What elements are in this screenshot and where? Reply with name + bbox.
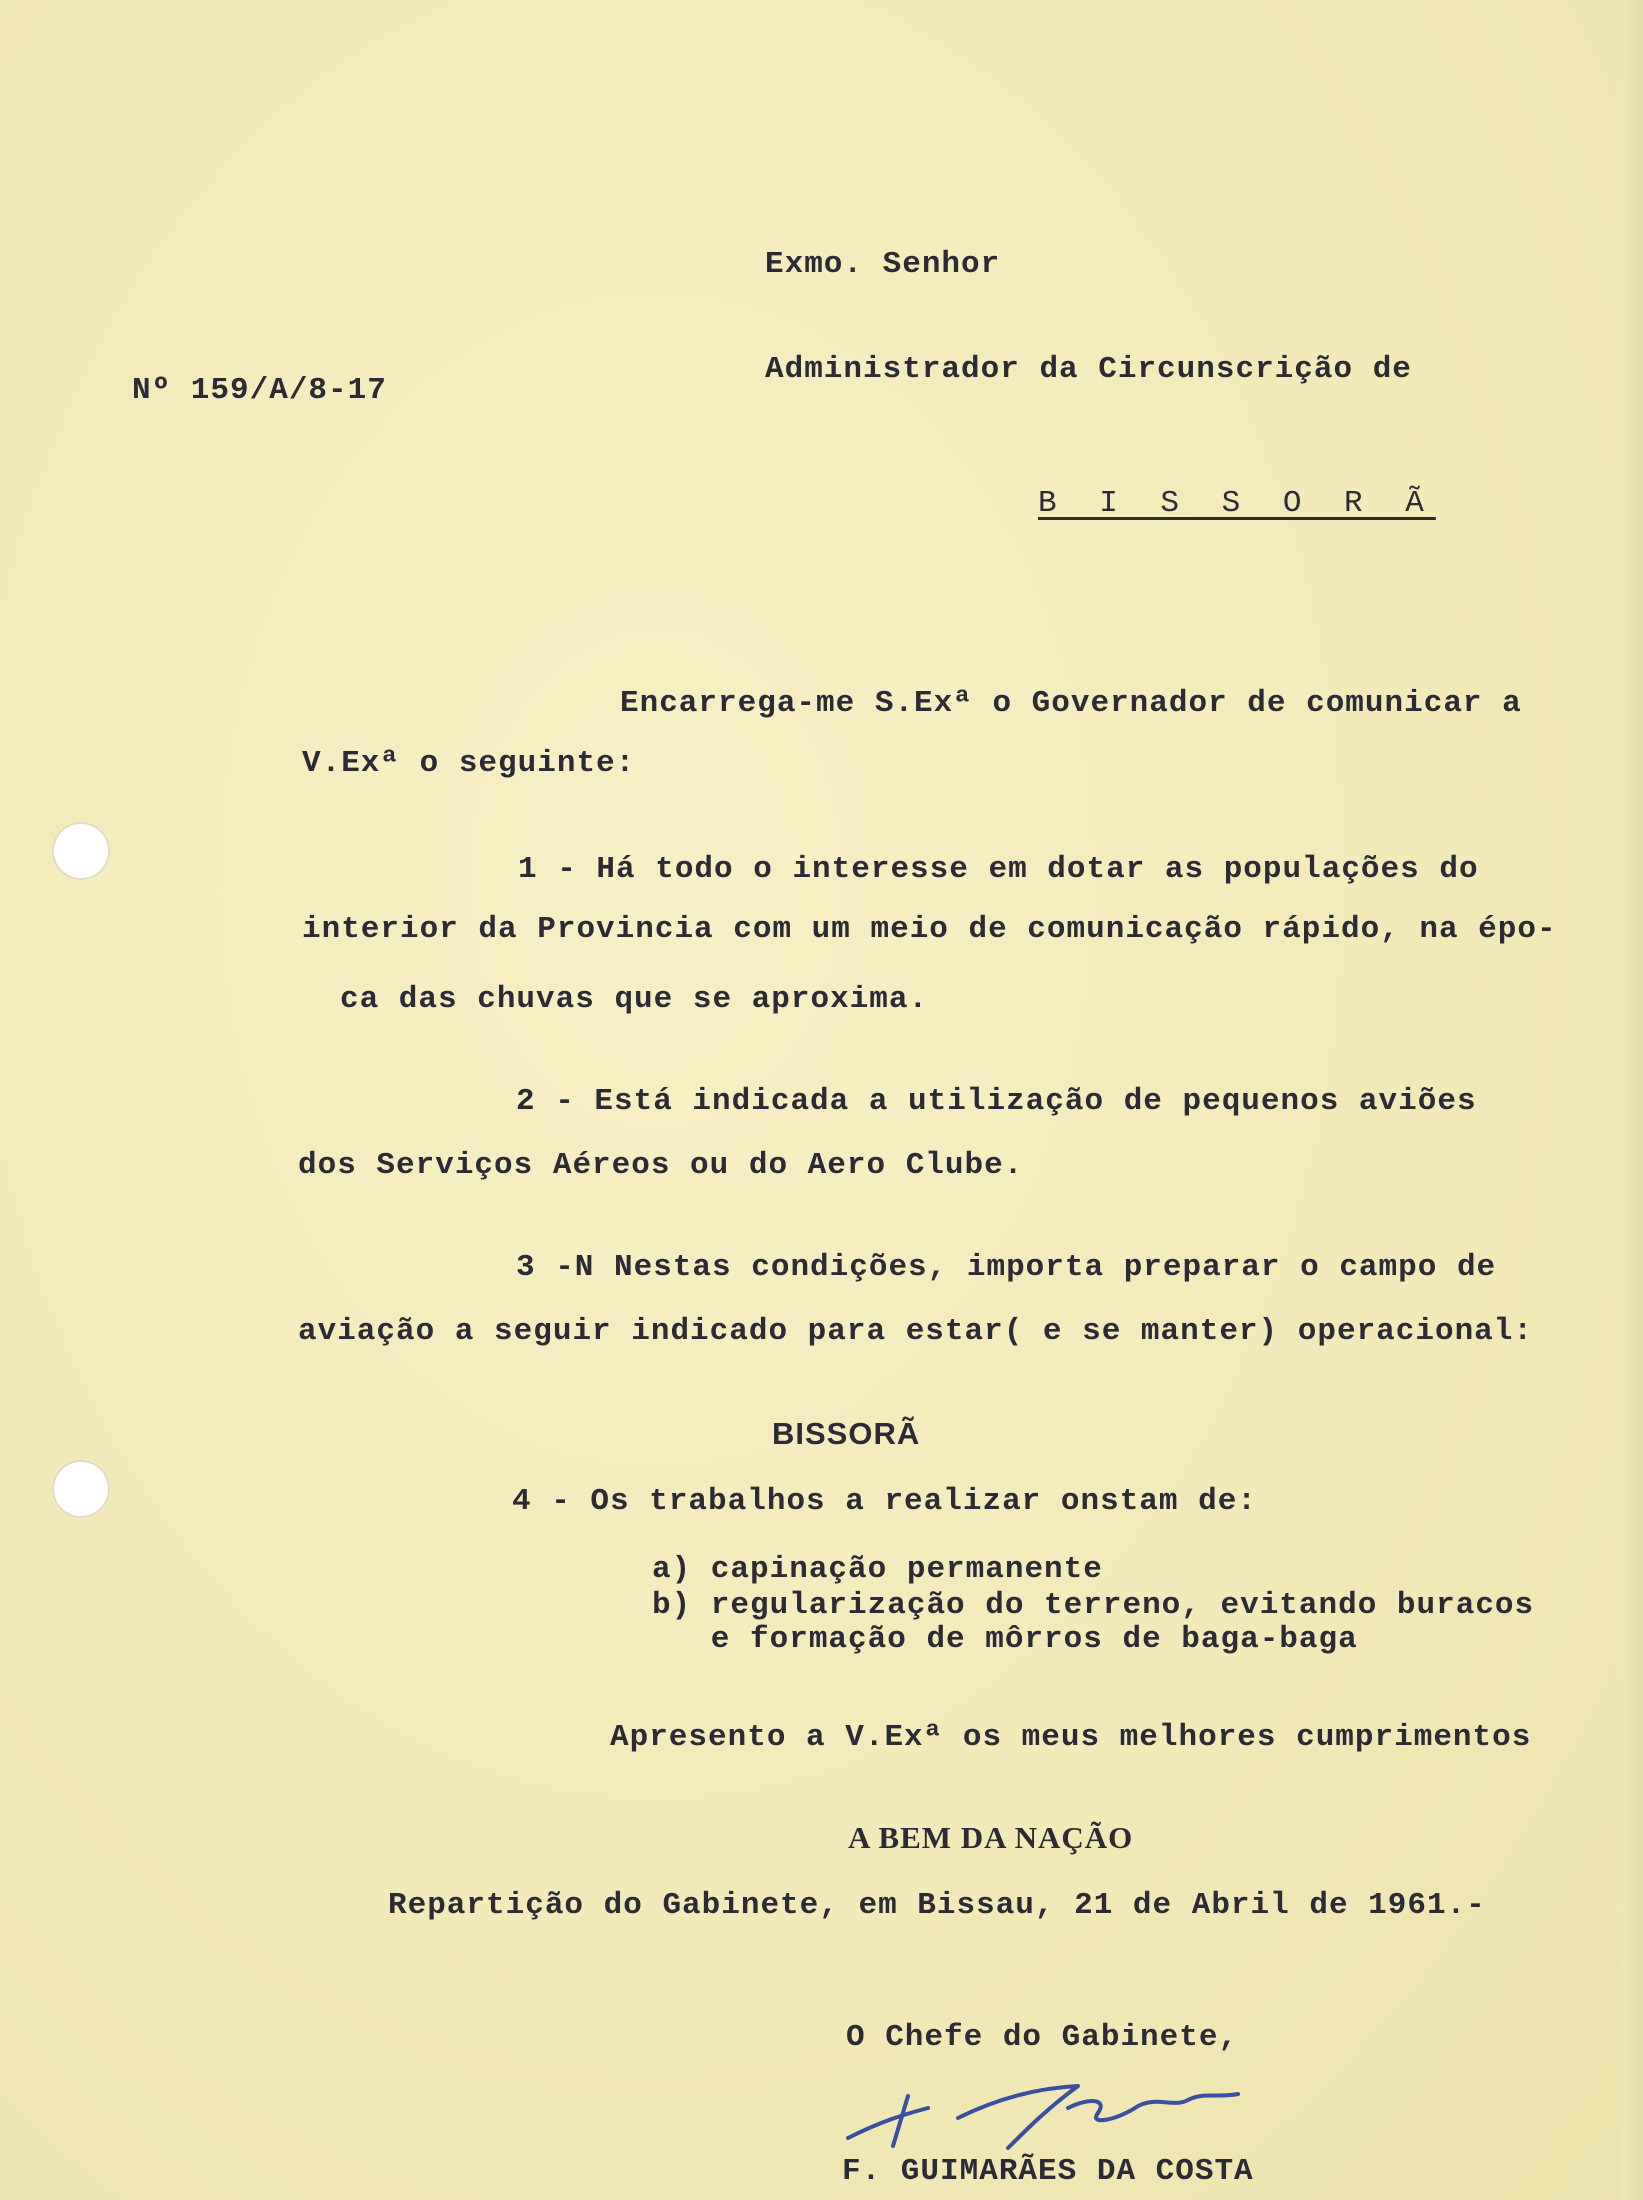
task-b-line-1: b) regularização do terreno, evitando buracos	[652, 1588, 1535, 1623]
closing-courtesy: Apresento a V.Exª os meus melhores cumprimentos	[610, 1720, 1532, 1755]
place-heading: B I S S O R Ã	[1038, 486, 1436, 521]
item-1-line-1: 1 - Há todo o interesse em dotar as populações do	[518, 852, 1479, 887]
item-1-line-3: ca das chuvas que se aproxima.	[340, 982, 929, 1017]
paper-edge	[1621, 0, 1643, 2200]
item-2-line-1: 2 - Está indicada a utilização de pequenos aviões	[516, 1084, 1477, 1119]
salutation: Exmo. Senhor	[765, 247, 1001, 282]
punch-hole-top	[52, 822, 110, 880]
signer-name: F. GUIMARÃES DA COSTA	[842, 2154, 1254, 2189]
place-and-date: Repartição do Gabinete, em Bissau, 21 de Abril de 1961.-	[388, 1888, 1486, 1923]
airfield-name: BISSORÃ	[772, 1416, 921, 1451]
punch-hole-bottom	[52, 1460, 110, 1518]
addressee: Administrador da Circunscrição de	[765, 352, 1412, 387]
motto: A BEM DA NAÇÃO	[848, 1820, 1134, 1855]
task-b-line-2: e formação de môrros de baga-baga	[652, 1622, 1358, 1657]
handwritten-signature	[838, 2068, 1258, 2158]
item-3-line-1: 3 -N Nestas condições, importa preparar o campo de	[516, 1250, 1497, 1285]
item-2-line-2: dos Serviços Aéreos ou do Aero Clube.	[298, 1148, 1024, 1183]
intro-line-2: V.Exª o seguinte:	[302, 746, 636, 781]
item-4-line-1: 4 - Os trabalhos a realizar onstam de:	[512, 1484, 1257, 1519]
signer-title: O Chefe do Gabinete,	[846, 2020, 1239, 2055]
task-a: a) capinação permanente	[652, 1552, 1103, 1587]
reference-number: Nº 159/A/8-17	[132, 373, 387, 408]
intro-line-1: Encarrega-me S.Exª o Governador de comunicar a	[620, 686, 1522, 721]
item-1-line-2: interior da Provincia com um meio de comunicação rápido, na épo-	[302, 912, 1557, 947]
item-3-line-2: aviação a seguir indicado para estar( e se manter) operacional:	[298, 1314, 1533, 1349]
